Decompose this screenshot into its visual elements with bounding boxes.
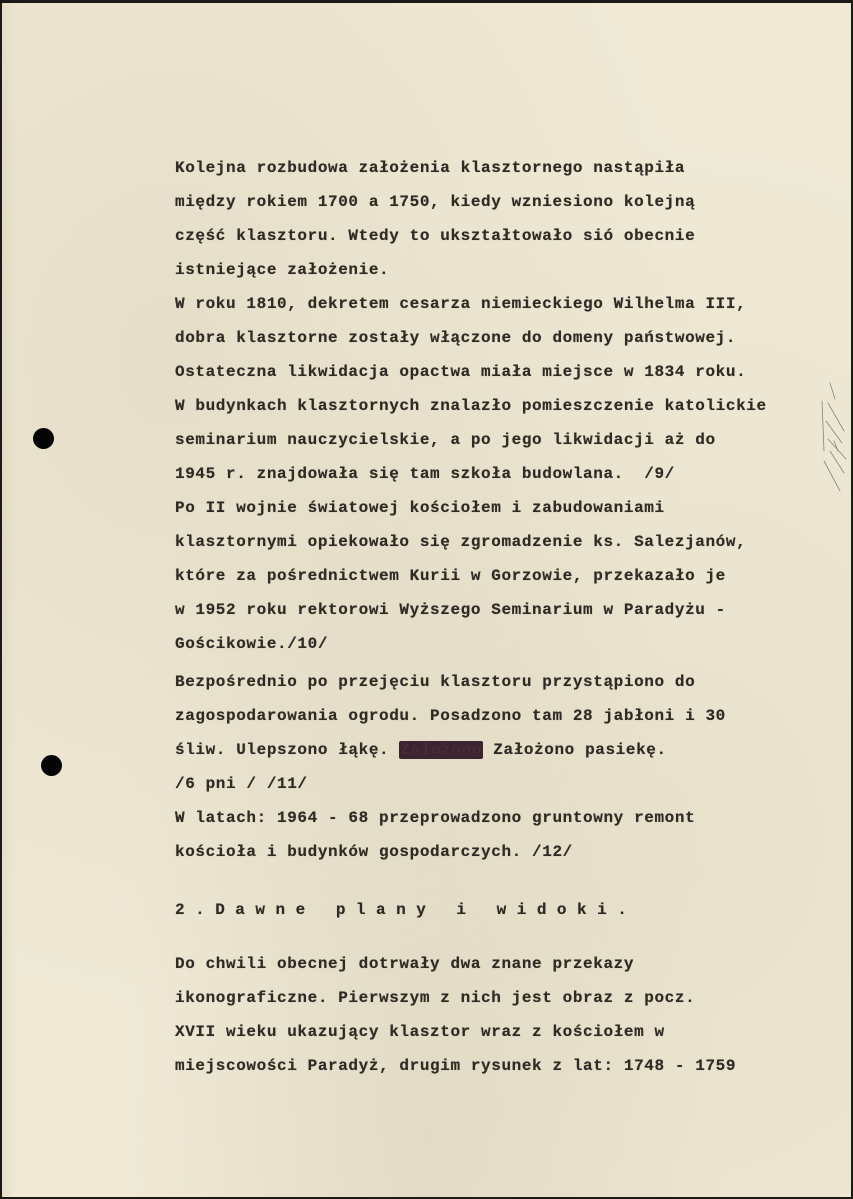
text-line: Kolejna rozbudowa założenia klasztornego nastąpiła (175, 159, 686, 177)
struck-out-word: Założono (400, 741, 483, 759)
text-line: ikonograficzne. Pierwszym z nich jest obraz z pocz. (175, 989, 696, 1007)
text-line: Gościkowie./10/ (175, 635, 329, 653)
text-line: Po II wojnie światowej kościołem i zabudowaniami (175, 499, 665, 517)
text-line: Bezpośrednio po przejęciu klasztoru przystąpiono do (175, 673, 696, 691)
document-page (2, 3, 851, 1197)
text-line: które za pośrednictwem Kurii w Gorzowie, przekazało je (175, 567, 726, 585)
text-line: W roku 1810, dekretem cesarza niemieckiego Wilhelma III, (175, 295, 747, 313)
text-before-strike: śliw. Ulepszono łąkę. (175, 741, 400, 759)
pencil-scribble-icon (820, 381, 850, 501)
punch-hole-bottom (41, 755, 62, 776)
text-line: istniejące założenie. (175, 261, 390, 279)
text-line: W latach: 1964 - 68 przeprowadzono gruntowny remont (175, 809, 696, 827)
text-line: /6 pni / /11/ (175, 775, 308, 793)
text-line: klasztornymi opiekowało się zgromadzenie ks. Salezjanów, (175, 533, 747, 551)
text-line: między rokiem 1700 a 1750, kiedy wzniesiono kolejną (175, 193, 696, 211)
text-line: w 1952 roku rektorowi Wyższego Seminarium w Paradyżu - (175, 601, 726, 619)
text-line: część klasztoru. Wtedy to ukształtowało sió obecnie (175, 227, 696, 245)
text-line: zagospodarowania ogrodu. Posadzono tam 28 jabłoni i 30 (175, 707, 726, 725)
text-line: Ostateczna likwidacja opactwa miała miejsce w 1834 roku. (175, 363, 747, 381)
punch-hole-top (33, 428, 54, 449)
section-heading: 2.Dawne plany i widoki. (175, 901, 638, 919)
text-line-with-strikeout (175, 740, 667, 760)
text-line: W budynkach klasztornych znalazło pomieszczenie katolickie (175, 397, 767, 415)
text-line: dobra klasztorne zostały włączone do domeny państwowej. (175, 329, 737, 347)
text-line: Do chwili obecnej dotrwały dwa znane przekazy (175, 955, 635, 973)
text-line: 1945 r. znajdowała się tam szkoła budowlana. /9/ (175, 465, 675, 483)
text-line: seminarium nauczycielskie, a po jego likwidacji aż do (175, 431, 716, 449)
text-after-strike: Założono pasiekę. (483, 741, 667, 759)
text-line: XVII wieku ukazujący klasztor wraz z kościołem w (175, 1023, 665, 1041)
text-line: kościoła i budynków gospodarczych. /12/ (175, 843, 573, 861)
text-line: miejscowości Paradyż, drugim rysunek z lat: 1748 - 1759 (175, 1057, 737, 1075)
